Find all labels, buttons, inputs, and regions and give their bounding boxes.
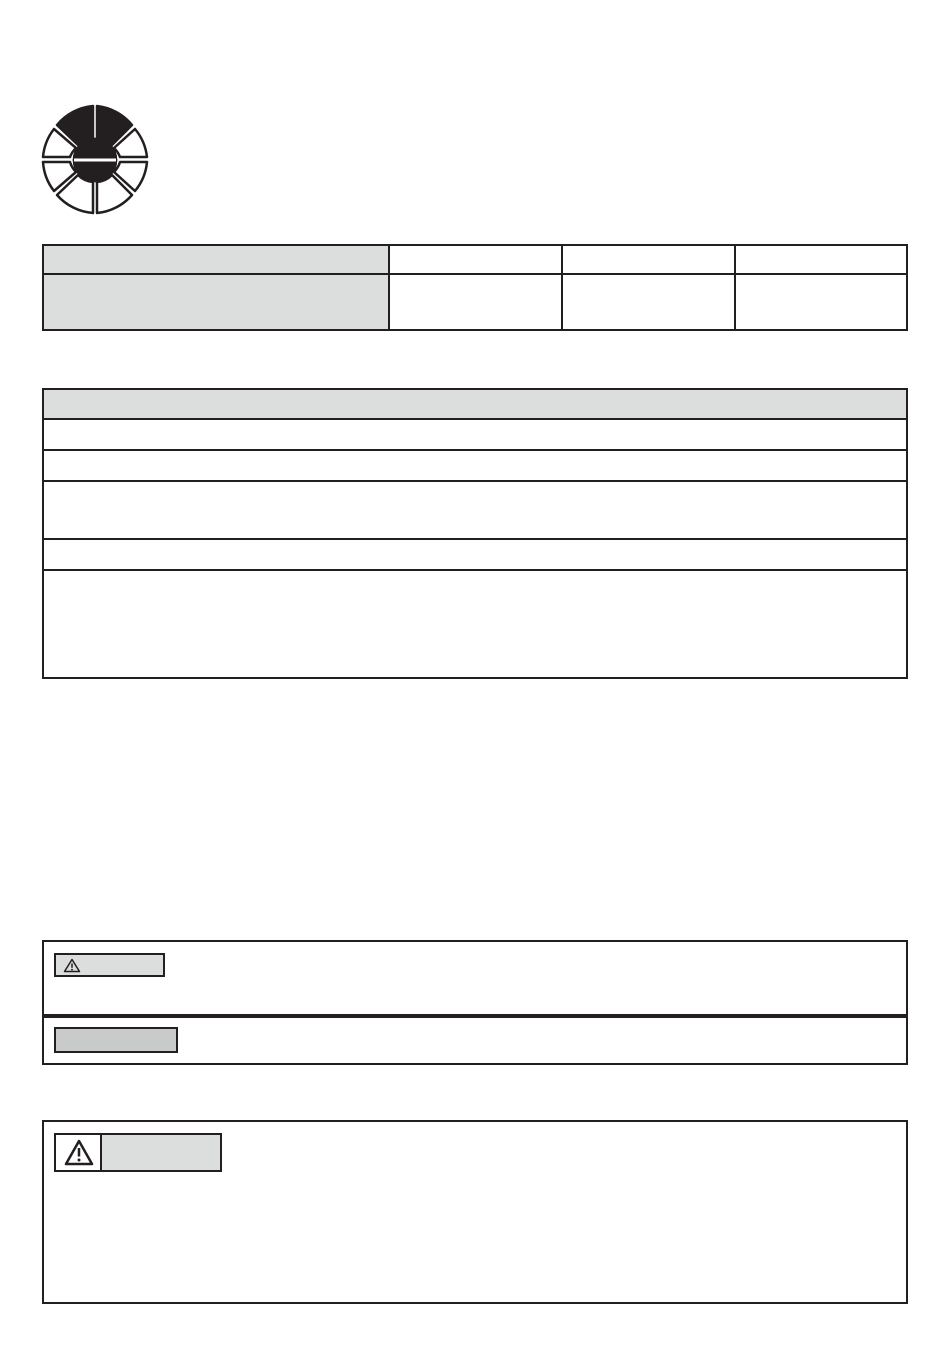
caution-box [42, 940, 908, 1016]
spec-row-1-value-1 [390, 246, 563, 275]
spec-row-2-value-3 [736, 275, 906, 329]
spec-row-1-value-2 [563, 246, 736, 275]
info-table [42, 388, 908, 679]
note-label [54, 1027, 178, 1053]
spec-row-2-value-2 [563, 275, 736, 329]
note-box [42, 1015, 908, 1065]
spec-row-2-label [44, 275, 390, 329]
table-row [44, 571, 906, 677]
spec-table [42, 244, 908, 331]
info-table-header [44, 390, 906, 420]
spec-row-2-value-1 [390, 275, 563, 329]
warning-triangle-icon [64, 1139, 94, 1166]
warning-label [54, 1133, 222, 1172]
warning-icon-box [56, 1135, 102, 1170]
caution-label [54, 953, 165, 977]
spec-row-1-value-3 [736, 246, 906, 275]
warning-box [42, 1120, 908, 1304]
table-row [44, 420, 906, 451]
table-row [44, 540, 906, 571]
segmented-wheel-icon [40, 104, 150, 216]
spec-row-1-label [44, 246, 390, 275]
table-row [44, 451, 906, 482]
warning-triangle-icon [63, 958, 81, 973]
table-row [44, 482, 906, 540]
